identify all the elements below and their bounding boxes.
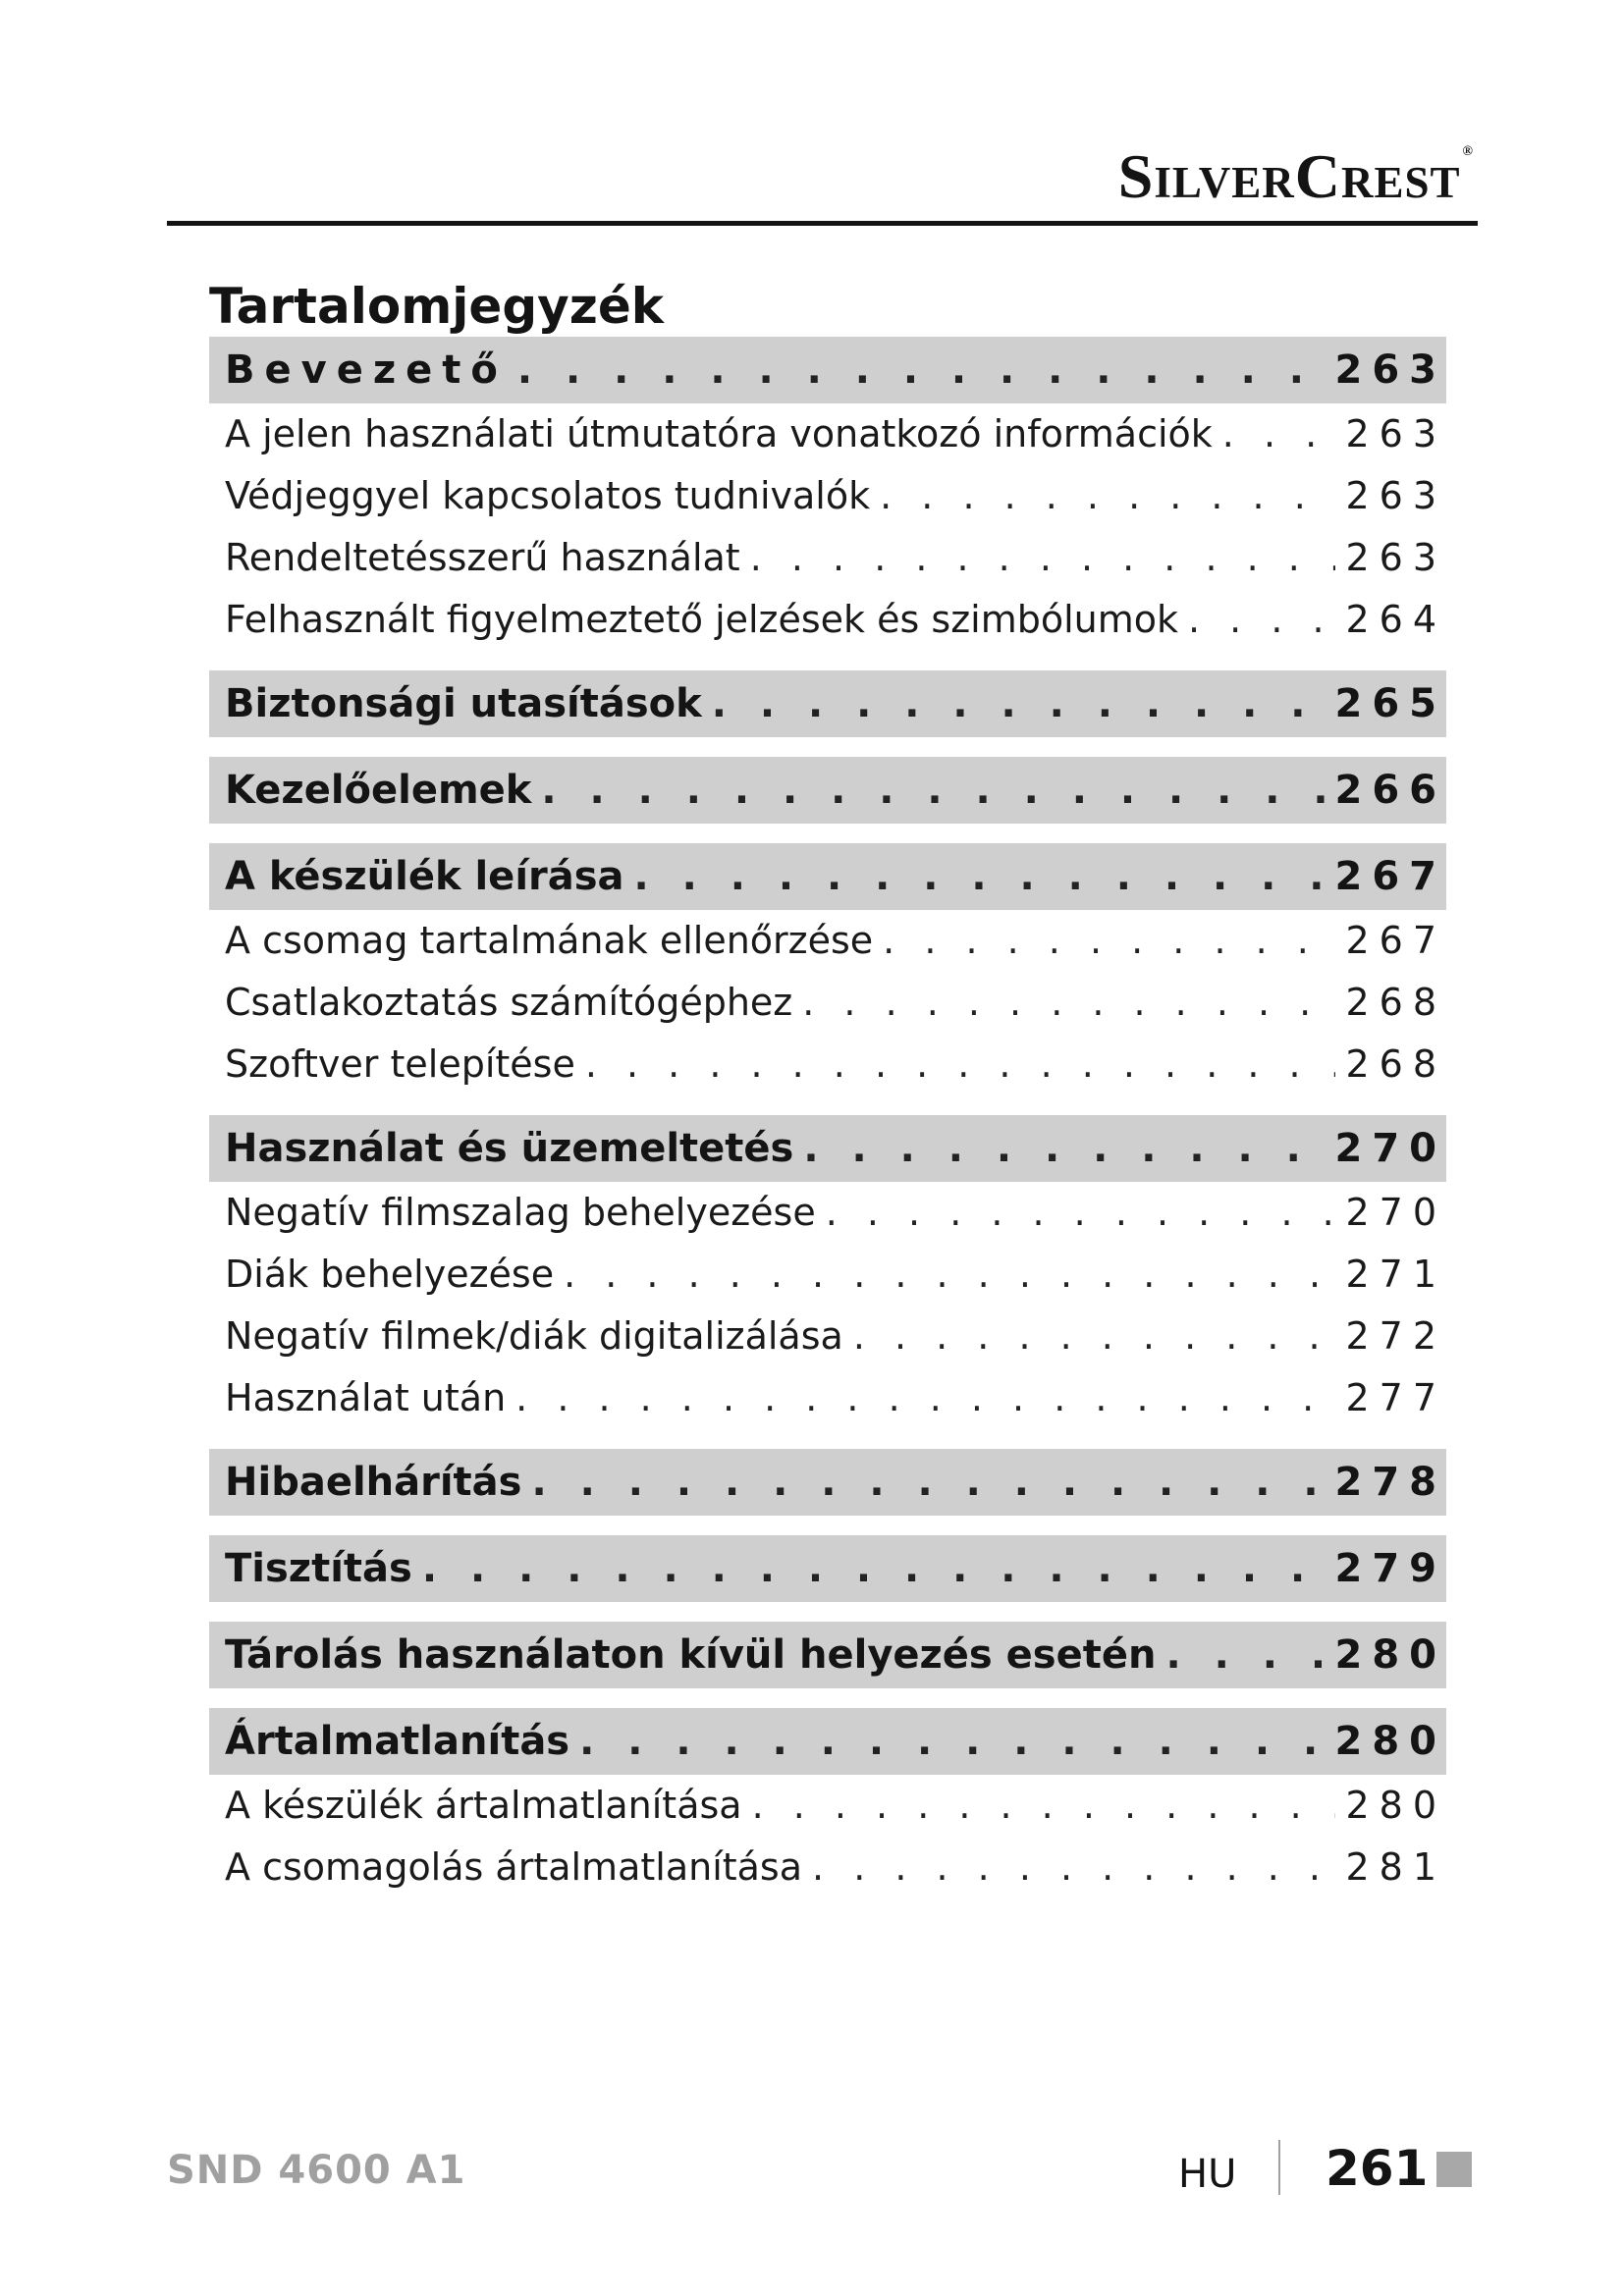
dot-leader — [541, 757, 1325, 824]
footer-divider — [1278, 2140, 1280, 2195]
dot-leader — [880, 465, 1335, 527]
toc-item-label: Diák behelyezése — [225, 1253, 555, 1296]
toc-heading-label: Használat és üzemeltetés — [225, 1126, 794, 1171]
toc-item[interactable] — [209, 1306, 1446, 1367]
page-number: 261 — [1326, 2140, 1429, 2197]
toc-heading[interactable] — [209, 1449, 1446, 1516]
toc-heading-label: Ártalmatlanítás — [225, 1719, 570, 1764]
toc-heading-page: 263 — [1334, 347, 1446, 393]
toc-heading-page: 280 — [1334, 1632, 1446, 1678]
toc-item[interactable] — [209, 465, 1446, 527]
toc-section — [209, 670, 1446, 737]
toc-heading-page: 270 — [1334, 1126, 1446, 1171]
toc-item-label: Negatív filmek/diák digitalizálása — [225, 1314, 843, 1358]
toc-section — [209, 1115, 1446, 1429]
toc-section — [209, 337, 1446, 651]
dot-leader — [515, 1367, 1335, 1429]
toc-heading-page: 280 — [1334, 1719, 1446, 1764]
dot-leader — [579, 1708, 1325, 1775]
toc-heading-label: Biztonsági utasítások — [225, 681, 702, 726]
registered-mark: ® — [1462, 144, 1474, 159]
toc-heading-label: Tisztítás — [225, 1546, 412, 1591]
toc-item-page: 270 — [1345, 1191, 1446, 1234]
toc-item-page: 263 — [1345, 536, 1446, 579]
toc-section — [209, 843, 1446, 1095]
dot-leader — [752, 1775, 1336, 1837]
toc-item-page: 263 — [1345, 474, 1446, 517]
toc-heading-page: 266 — [1334, 768, 1446, 813]
dot-leader — [853, 1306, 1336, 1367]
dot-leader — [750, 527, 1336, 589]
toc-item[interactable] — [209, 910, 1446, 972]
toc-heading[interactable] — [209, 757, 1446, 824]
toc-item[interactable] — [209, 1034, 1446, 1095]
dot-leader — [803, 1115, 1325, 1182]
toc-item-page: 280 — [1345, 1784, 1446, 1827]
toc-item[interactable] — [209, 1775, 1446, 1837]
page-marker-square — [1436, 2152, 1472, 2187]
dot-leader — [712, 670, 1326, 737]
page-title: Tartalomjegyzék — [209, 277, 664, 335]
toc-section — [209, 757, 1446, 824]
toc-heading-label: Hibaelhárítás — [225, 1460, 522, 1505]
toc-heading[interactable] — [209, 843, 1446, 910]
toc-item-label: Szoftver telepítése — [225, 1042, 575, 1086]
toc-section — [209, 1449, 1446, 1516]
dot-leader — [1188, 589, 1335, 651]
toc-item-label: Rendeltetésszerű használat — [225, 536, 740, 579]
toc-item-label: A készülék ártalmatlanítása — [225, 1784, 742, 1827]
model-number: SND 4600 A1 — [167, 2148, 466, 2193]
toc-heading-label: Tárolás használaton kívül helyezés esetén — [225, 1632, 1157, 1678]
toc-heading-label: Bevezető — [225, 347, 508, 393]
toc-heading[interactable] — [209, 1622, 1446, 1688]
brand-name: SilverCrest — [1117, 141, 1461, 211]
toc-item-page: 267 — [1345, 919, 1446, 962]
language-code: HU — [1178, 2152, 1237, 2197]
toc-item-label: A jelen használati útmutatóra vonatkozó információk — [225, 412, 1213, 455]
toc-heading[interactable] — [209, 1115, 1446, 1182]
toc-item[interactable] — [209, 1367, 1446, 1429]
toc-heading-label: Kezelőelemek — [225, 768, 532, 813]
dot-leader — [826, 1182, 1336, 1244]
toc-item-label: A csomag tartalmának ellenőrzése — [225, 919, 874, 962]
table-of-contents — [209, 337, 1446, 1918]
dot-leader — [883, 910, 1335, 972]
toc-heading-page: 265 — [1334, 681, 1446, 726]
toc-heading-page: 267 — [1334, 854, 1446, 899]
dot-leader — [422, 1535, 1326, 1602]
toc-heading-page: 279 — [1334, 1546, 1446, 1591]
toc-item[interactable] — [209, 1244, 1446, 1306]
dot-leader — [634, 843, 1326, 910]
toc-item-label: Csatlakoztatás számítógéphez — [225, 981, 793, 1024]
toc-item-label: Negatív filmszalag behelyezése — [225, 1191, 816, 1234]
toc-item-page: 263 — [1345, 412, 1446, 455]
toc-item-page: 268 — [1345, 981, 1446, 1024]
dot-leader — [1222, 403, 1336, 465]
dot-leader — [517, 337, 1326, 403]
toc-section — [209, 1708, 1446, 1898]
toc-heading[interactable] — [209, 337, 1446, 403]
toc-item-page: 271 — [1345, 1253, 1446, 1296]
brand-logo — [1117, 141, 1474, 211]
dot-leader — [1165, 1622, 1325, 1688]
toc-item[interactable] — [209, 1837, 1446, 1898]
toc-item[interactable] — [209, 527, 1446, 589]
toc-item-page: 264 — [1345, 598, 1446, 641]
toc-item[interactable] — [209, 1182, 1446, 1244]
toc-heading[interactable] — [209, 670, 1446, 737]
toc-heading[interactable] — [209, 1535, 1446, 1602]
toc-item-label: Használat után — [225, 1376, 507, 1419]
header-rule — [167, 221, 1478, 226]
toc-item[interactable] — [209, 589, 1446, 651]
toc-item[interactable] — [209, 972, 1446, 1034]
toc-section — [209, 1622, 1446, 1688]
toc-item[interactable] — [209, 403, 1446, 465]
toc-item-label: A csomagolás ártalmatlanítása — [225, 1845, 803, 1889]
toc-item-page: 281 — [1345, 1845, 1446, 1889]
toc-heading-page: 278 — [1334, 1460, 1446, 1505]
dot-leader — [585, 1034, 1336, 1095]
dot-leader — [802, 972, 1335, 1034]
dot-leader — [564, 1244, 1335, 1306]
toc-item-label: Védjeggyel kapcsolatos tudnivalók — [225, 474, 871, 517]
toc-heading[interactable] — [209, 1708, 1446, 1775]
toc-heading-label: A készülék leírása — [225, 854, 624, 899]
dot-leader — [531, 1449, 1325, 1516]
dot-leader — [812, 1837, 1335, 1898]
toc-item-page: 277 — [1345, 1376, 1446, 1419]
toc-item-page: 272 — [1345, 1314, 1446, 1358]
toc-section — [209, 1535, 1446, 1602]
toc-item-page: 268 — [1345, 1042, 1446, 1086]
toc-item-label: Felhasznált figyelmeztető jelzések és szimbólumok — [225, 598, 1179, 641]
